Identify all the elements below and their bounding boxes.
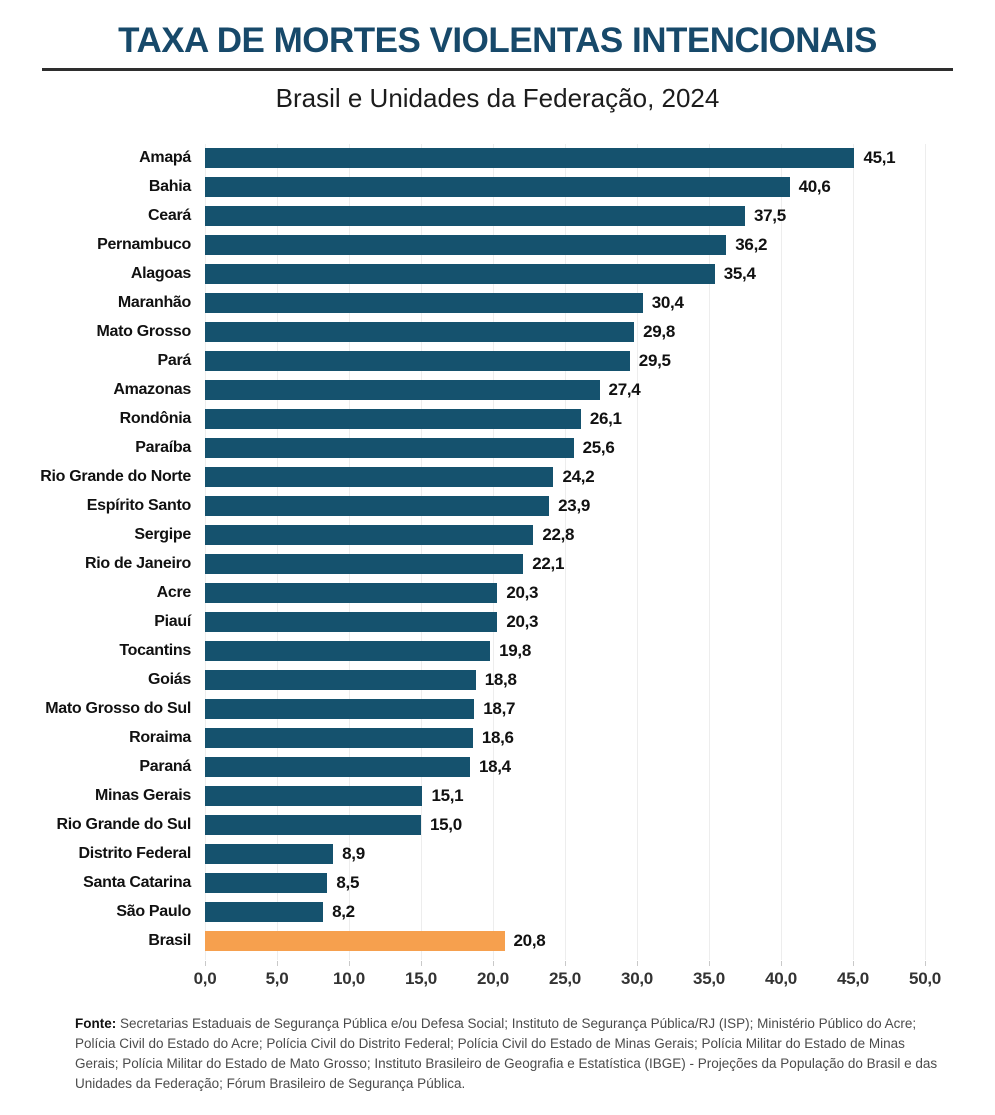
source-note (75, 1014, 950, 1095)
bar (205, 293, 643, 313)
bar (205, 670, 476, 690)
value-label: 15,0 (430, 815, 462, 834)
bar (205, 467, 553, 487)
chart-row (0, 666, 995, 695)
x-tick-mark (349, 961, 350, 966)
bar-track (205, 869, 925, 898)
value-label: 15,1 (431, 786, 464, 805)
chart-rows (0, 144, 995, 956)
value-label: 8,5 (336, 873, 360, 892)
bar (205, 264, 715, 284)
bar-track (205, 782, 925, 811)
x-tick-label: 30,0 (621, 968, 653, 988)
bar (205, 177, 790, 197)
category-label: Distrito Federal (78, 845, 191, 862)
chart-row (0, 463, 995, 492)
x-tick-label: 20,0 (477, 968, 509, 988)
x-axis (193, 960, 941, 992)
chart-row (0, 898, 995, 927)
value-label: 30,4 (651, 293, 684, 312)
x-tick-mark (637, 961, 638, 966)
bar-track (205, 724, 925, 753)
bar (205, 351, 630, 371)
value-label: 24,2 (562, 467, 595, 486)
bar (205, 148, 854, 168)
chart-row (0, 405, 995, 434)
bar (205, 931, 505, 951)
bar (205, 235, 726, 255)
value-label: 37,5 (754, 206, 786, 225)
bar-track (205, 463, 925, 492)
page-title: TAXA DE MORTES VIOLENTAS INTENCIONAIS (118, 21, 877, 60)
chart-row (0, 521, 995, 550)
source-text: Secretarias Estaduais de Segurança Pública e/ou Defesa Social; Instituto de Segurança Pública/RJ (ISP); Ministério Público do Acre; Polícia Civil do Estado do Acre; Polícia Civil do Distrito Federal; Polícia Civil do Estado de Minas Gerais; Polícia Militar do Estado de Minas Gerais; Polícia Militar do Estado de Mato Grosso; Instituto Brasileiro de Geografia e Estatística (IBGE) - Projeções da População do Brasil e das Unidades da Federação; Fórum Brasileiro de Segurança Pública. (75, 1015, 938, 1092)
bar-track (205, 579, 925, 608)
chart-row (0, 376, 995, 405)
value-label: 8,2 (332, 902, 355, 921)
category-label: Tocantins (119, 642, 191, 659)
bar-track (205, 840, 925, 869)
bar (205, 641, 490, 661)
chart-row (0, 637, 995, 666)
category-label: Rio Grande do Sul (56, 816, 191, 833)
category-label: Alagoas (130, 265, 191, 282)
category-label: Ceará (148, 207, 191, 224)
value-label: 18,4 (478, 757, 511, 776)
bar-track (205, 695, 925, 724)
bar-track (205, 898, 925, 927)
bar (205, 728, 473, 748)
chart-row (0, 724, 995, 753)
value-label: 29,8 (643, 322, 675, 341)
category-label: Roraima (129, 729, 191, 746)
value-label: 25,6 (582, 438, 615, 457)
value-label: 26,1 (589, 409, 622, 428)
bar-track (205, 231, 925, 260)
x-tick-mark (709, 961, 710, 966)
category-label: Piauí (154, 613, 191, 630)
bar-chart (0, 144, 995, 992)
bar-track (205, 927, 925, 956)
category-label: Pernambuco (97, 236, 191, 253)
x-tick-mark (853, 961, 854, 966)
value-label: 36,2 (735, 235, 768, 254)
category-label: Santa Catarina (83, 874, 191, 891)
value-label: 18,6 (481, 728, 514, 747)
category-label: Sergipe (134, 526, 191, 543)
value-label: 23,9 (558, 496, 591, 515)
category-label: Mato Grosso (96, 323, 191, 340)
category-label: Espírito Santo (86, 497, 191, 514)
category-label: Brasil (148, 932, 191, 949)
category-label: Bahia (148, 178, 191, 195)
chart-row (0, 347, 995, 376)
bar (205, 496, 549, 516)
x-tick-label: 5,0 (265, 968, 289, 988)
bar (205, 206, 745, 226)
chart-row (0, 579, 995, 608)
category-label: Paraíba (135, 439, 191, 456)
chart-row (0, 782, 995, 811)
category-label: Amapá (139, 149, 191, 166)
category-label: Acre (156, 584, 191, 601)
value-label: 29,5 (638, 351, 671, 370)
chart-row (0, 927, 995, 956)
value-label: 20,3 (506, 612, 539, 631)
bar (205, 844, 333, 864)
x-tick-label: 45,0 (837, 968, 869, 988)
bar (205, 815, 421, 835)
value-label: 22,1 (532, 554, 565, 573)
x-tick-mark (205, 961, 206, 966)
chart-row (0, 260, 995, 289)
chart-row (0, 492, 995, 521)
chart-row (0, 202, 995, 231)
bar-track (205, 666, 925, 695)
bar-track (205, 492, 925, 521)
x-tick-label: 40,0 (765, 968, 797, 988)
category-label: Paraná (139, 758, 191, 775)
bar-track (205, 608, 925, 637)
bar (205, 322, 634, 342)
bar-track (205, 550, 925, 579)
bar (205, 699, 474, 719)
category-label: Rondônia (119, 410, 191, 427)
category-label: Rio Grande do Norte (40, 468, 191, 485)
chart-row (0, 608, 995, 637)
bar (205, 525, 533, 545)
value-label: 20,3 (506, 583, 539, 602)
category-label: Amazonas (113, 381, 191, 398)
category-label: Maranhão (117, 294, 191, 311)
category-label: Minas Gerais (94, 787, 191, 804)
x-tick-mark (493, 961, 494, 966)
x-tick-mark (277, 961, 278, 966)
bar (205, 438, 574, 458)
value-label: 35,4 (723, 264, 756, 283)
bar-track (205, 405, 925, 434)
chart-row (0, 695, 995, 724)
bar (205, 902, 323, 922)
chart-row (0, 753, 995, 782)
bar (205, 380, 600, 400)
x-tick-label: 25,0 (549, 968, 581, 988)
header (0, 0, 995, 114)
x-tick-mark (421, 961, 422, 966)
x-tick-label: 15,0 (405, 968, 437, 988)
chart-row (0, 144, 995, 173)
chart-row (0, 840, 995, 869)
x-tick-label: 10,0 (333, 968, 365, 988)
value-label: 20,8 (513, 931, 546, 950)
bar-track (205, 173, 925, 202)
chart-row (0, 434, 995, 463)
chart-row (0, 318, 995, 347)
category-label: Pará (157, 352, 191, 369)
chart-row (0, 231, 995, 260)
category-label: São Paulo (116, 903, 191, 920)
x-tick-label: 35,0 (693, 968, 725, 988)
bar (205, 583, 497, 603)
value-label: 40,6 (798, 177, 831, 196)
bar (205, 612, 497, 632)
bar-track (205, 811, 925, 840)
bar-track (205, 318, 925, 347)
x-tick-mark (781, 961, 782, 966)
x-tick-label: 50,0 (909, 968, 941, 988)
chart-row (0, 173, 995, 202)
value-label: 18,8 (484, 670, 517, 689)
value-label: 18,7 (483, 699, 516, 718)
bar-track (205, 144, 925, 173)
bar-track (205, 753, 925, 782)
chart-row (0, 811, 995, 840)
x-tick-mark (565, 961, 566, 966)
value-label: 8,9 (342, 844, 365, 863)
bar-track (205, 521, 925, 550)
x-tick-mark (925, 961, 926, 966)
source-label: Fonte: (75, 1015, 117, 1031)
x-tick-label: 0,0 (193, 968, 217, 988)
bar-track (205, 260, 925, 289)
value-label: 27,4 (608, 380, 641, 399)
title-divider (42, 68, 953, 71)
page-subtitle: Brasil e Unidades da Federação, 2024 (275, 82, 720, 113)
category-label: Mato Grosso do Sul (45, 700, 191, 717)
bar-track (205, 289, 925, 318)
chart-row (0, 289, 995, 318)
bar-track (205, 637, 925, 666)
bar (205, 409, 581, 429)
category-label: Rio de Janeiro (84, 555, 191, 572)
value-label: 22,8 (542, 525, 575, 544)
category-label: Goiás (148, 671, 191, 688)
value-label: 19,8 (499, 641, 531, 660)
bar-track (205, 434, 925, 463)
chart-row (0, 869, 995, 898)
chart-row (0, 550, 995, 579)
value-label: 45,1 (863, 148, 896, 167)
bar (205, 757, 470, 777)
bar (205, 786, 422, 806)
bar (205, 873, 327, 893)
bar-track (205, 376, 925, 405)
bar-track (205, 202, 925, 231)
bar (205, 554, 523, 574)
bar-track (205, 347, 925, 376)
